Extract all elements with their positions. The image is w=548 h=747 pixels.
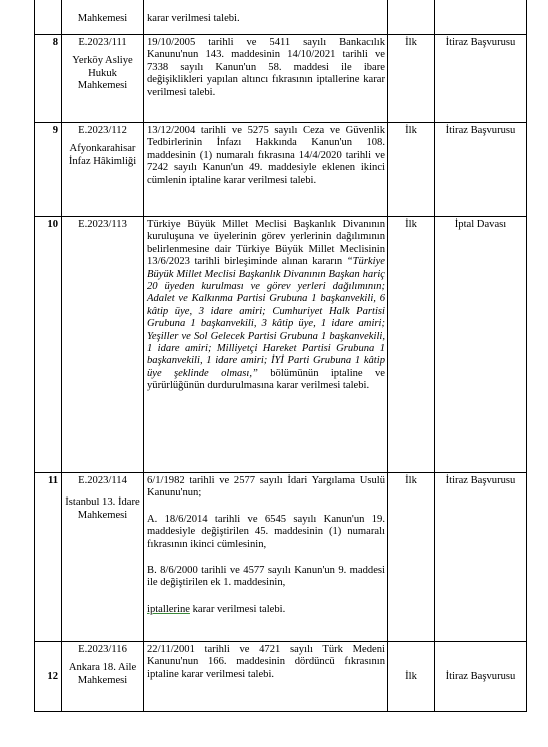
case-table [34,0,527,712]
case-number: E.2023/113 [78,219,127,230]
table-row [35,35,527,123]
subject-intro: 6/1/1982 tarihli ve 2577 sayılı İdari Yargılama Usulü Kanunu'nun; [147,475,385,499]
subject-cell [144,217,388,473]
subject-text: 22/11/2001 tarihli ve 4721 sayılı Türk Medeni Kanunu'nun 166. maddesinin dördüncü fıkrasının iptaline karar verilmesi talebi. [144,642,388,712]
case-cell [62,35,144,123]
quoted-decision: “Türkiye Büyük Millet Meclisi Başkanlık Divanının Başkan hariç 20 üyeden kurulması ve görev yerleri dağılımının; Adalet ve Kalkınma Partisi Grubuna 1 başkanvekili, 6 kâtip üye, 3 idare amiri; Cumhuriyet Halk Partisi Grubuna 1 başkanvekili, 3 kâtip üye, 1 idare amiri; Yeşiller ve Sol Gelecek Partisi Grubuna 1 başkanvekili, 1 idare amiri; Milliyetçi Hareket Partisi Grubuna 1 başkanvekili, 1 idare amiri; İYİ Parti Grubuna 1 kâtip üye şeklinde olması,” [147,256,385,379]
row-number: 12 [35,642,62,712]
case-number: E.2023/111 [78,37,127,48]
court-name: Mahkemesi [77,13,128,24]
type-cell: İlk [388,642,435,712]
subject-cell [144,473,388,642]
type-cell: İlk [388,217,435,473]
application-type-cell: İtiraz Başvurusu [435,123,527,217]
table-row [35,0,527,35]
subject-item-a: A. 18/6/2014 tarihli ve 6545 sayılı Kanun'un 19. maddesiyle değiştirilen 45. maddesinin (1) numaralı fıkrasının ikinci cümlesinin, [147,513,385,550]
case-cell [62,123,144,217]
case-number: E.2023/116 [78,644,127,655]
underlined-word: iptallerine [147,603,190,615]
row-number: 10 [35,217,62,473]
subject-item-b: B. 8/6/2000 tarihli ve 4577 sayılı Kanun'un 9. maddesi ile değiştirilen ek 1. maddesinin, [147,565,385,589]
application-type-cell: İtiraz Başvurusu [435,473,527,642]
court-name: Ankara 18. Aile Mahkemesi [68,662,137,686]
subject-text: 13/12/2004 tarihli ve 5275 sayılı Ceza ve Güvenlik Tedbirlerinin İnfazı Hakkında Kanun'un 108. maddesinin (1) numaralı fıkrasına 14/4/2020 tarihli ve 7242 sayılı Kanun'un 49. maddesiyle eklenen ikinci cümlenin iptaline karar verilmesi talebi. [144,123,388,217]
subject-text: Türkiye Büyük Millet Meclisi Başkanlık Divanının kuruluşuna ve üyelerinin görev yerlerinin dağılımının belirlenmesine dair Türkiye Büyük Millet Meclisinin 13/6/2023 tarihli birleşiminde alınan kararın [147,219,385,268]
application-type-cell [435,0,527,35]
application-type-cell: İtiraz Başvurusu [435,642,527,712]
case-cell [62,642,144,712]
court-cell [62,0,144,35]
table-row [35,123,527,217]
table-row [35,642,527,712]
case-cell [62,473,144,642]
case-number: E.2023/112 [78,125,127,136]
subject-cell [144,0,388,35]
type-cell: İlk [388,473,435,642]
application-type-cell: İptal Davası [435,217,527,473]
subject-text: karar verilmesi talebi. [147,13,240,24]
subject-conclusion: iptallerine karar verilmesi talebi. [147,603,286,615]
court-name: İstanbul 13. İdare Mahkemesi [65,497,140,521]
row-number: 9 [35,123,62,217]
subject-text-end: bölümünün iptaline ve yürürlüğünün durdurulmasına karar verilmesi talebi. [147,367,385,392]
case-number: E.2023/114 [78,475,127,486]
court-name: Afyonkarahisar İnfaz Hâkimliği [68,143,137,167]
table-row [35,473,527,642]
application-type-cell: İtiraz Başvurusu [435,35,527,123]
row-number [35,0,62,35]
subject-text: 19/10/2005 tarihli ve 5411 sayılı Bankacılık Kanunu'nun 143. maddesinin 14/10/2021 tarihli ve 7338 sayılı Kanun'un 58. maddesi ile ibare değişiklikleri yapılan altıncı fıkrasının iptallerine karar verilmesi talebi. [144,35,388,123]
case-cell [62,217,144,473]
type-cell [388,0,435,35]
row-number: 11 [35,473,62,642]
type-cell: İlk [388,123,435,217]
court-name: Yerköy Asliye Hukuk Mahkemesi [72,55,133,92]
type-cell: İlk [388,35,435,123]
row-number: 8 [35,35,62,123]
table-row [35,217,527,473]
